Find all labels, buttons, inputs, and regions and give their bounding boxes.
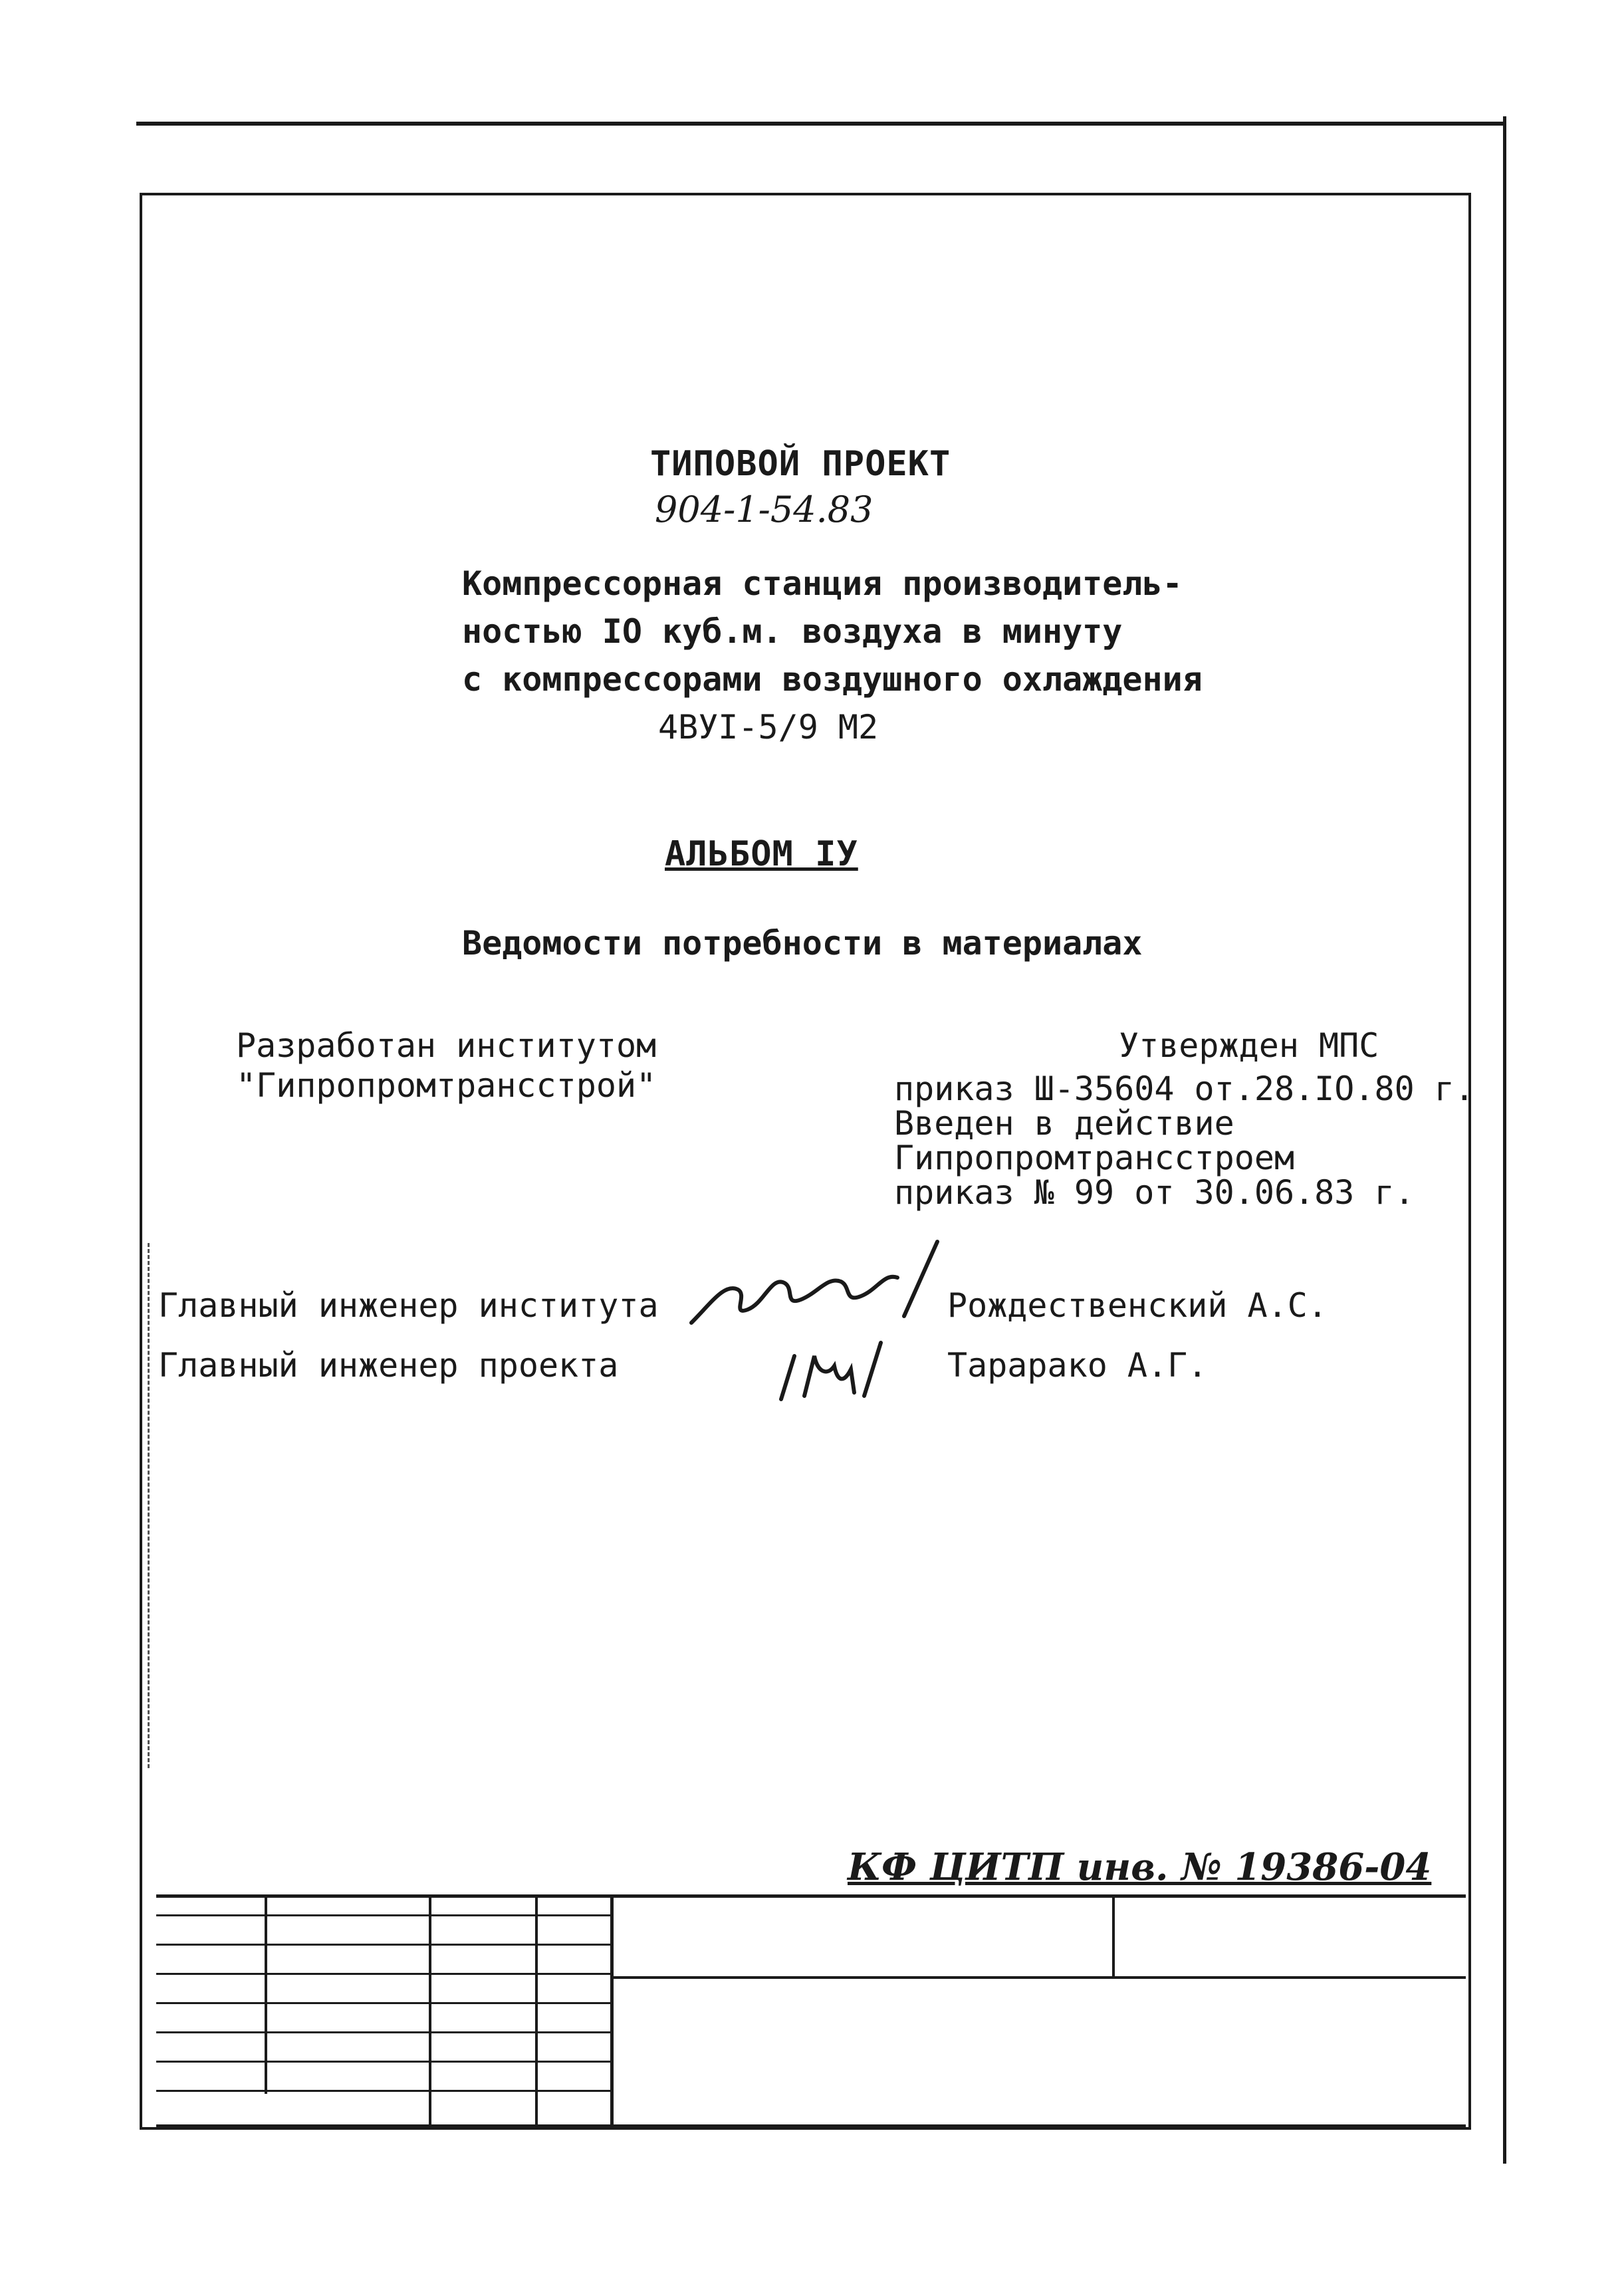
grid-col-line [429, 1894, 431, 2127]
signature-scribble-chief-institute [685, 1236, 951, 1336]
approval-line: Введен в действие [894, 1104, 1234, 1143]
grid-col-line [265, 1894, 267, 2094]
approval-title: Утвержден МПС [1119, 1026, 1379, 1065]
project-type-title: ТИПОВОЙ ПРОЕКТ [650, 444, 951, 484]
album-subtitle: Ведомости потребности в материалах [462, 924, 1143, 963]
title-block-top-line [156, 1894, 1466, 1898]
grid-row-line [156, 2031, 612, 2033]
developer-block [236, 1022, 656, 1109]
grid-row-line [156, 2090, 612, 2092]
inventory-stamp: КФ ЦИТП инв. № 19386-04 [848, 1845, 1432, 1889]
signature-role: Главный инженер проекта [158, 1346, 619, 1385]
signature-name: Рождественский А.С. [947, 1286, 1328, 1325]
top-border-line [136, 122, 1506, 126]
grid-row-line [156, 2061, 612, 2063]
approval-line: Гипропромтрансстроем [894, 1139, 1295, 1177]
signature-name: Тарарако А.Г. [947, 1346, 1208, 1385]
project-number: 904-1-54.83 [655, 489, 873, 530]
description-line: с компрессорами воздушного охлаждения [462, 660, 1203, 699]
description-line: ностью IO куб.м. воздуха в минуту [462, 612, 1123, 651]
description-block [462, 560, 1203, 751]
developer-label: Разработан институтом [236, 1026, 657, 1065]
grid-row-line [156, 2002, 612, 2004]
grid-row-line [156, 1973, 612, 1975]
grid-col-line [1112, 1894, 1115, 1978]
title-block-mid-line [612, 1976, 1466, 1979]
grid-row-line [156, 1914, 612, 1916]
right-outer-border-line [1503, 116, 1506, 2164]
approval-line: приказ Ш-35604 от.28.IO.80 г. [894, 1070, 1474, 1108]
description-line: Компрессорная станция производитель- [462, 564, 1183, 603]
signature-scribble-chief-project [771, 1336, 904, 1409]
binding-margin-line [148, 1243, 150, 1768]
signature-role: Главный инженер института [158, 1286, 659, 1325]
description-line: 4ВУI-5/9 М2 [658, 708, 879, 746]
approval-line: приказ № 99 от 30.06.83 г. [894, 1173, 1415, 1212]
developer-name: "Гипропромтрансстрой" [236, 1066, 657, 1105]
grid-col-line [610, 1894, 614, 2127]
approval-block [894, 1072, 1474, 1210]
grid-col-line [535, 1894, 538, 2127]
grid-row-line [156, 1944, 612, 1946]
album-title: АЛЬБОМ IУ [665, 834, 858, 874]
title-block-bottom-line [156, 2124, 1466, 2128]
